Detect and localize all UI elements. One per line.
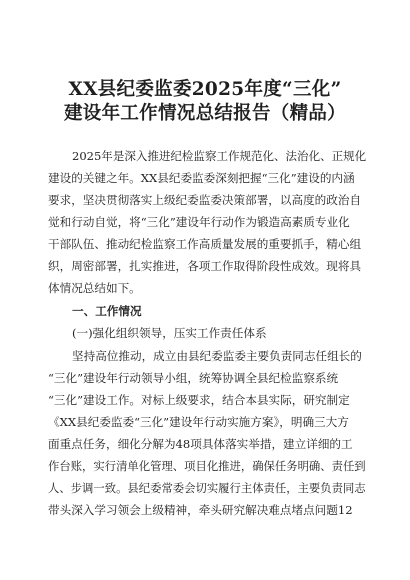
paragraph-line: “三化”建设工作。对标上级要求，结合本县实际，研究制定 (48, 393, 350, 407)
paragraph-line: 建设的关键之年。XX县纪委监委深刻把握“三化”建设的内涵 (48, 171, 355, 185)
paragraph-line: 带头深入学习领会上级精神，牵头研究解决难点堵点问题12 (48, 503, 353, 517)
paragraph-line: 织，周密部署，扎实推进，各项工作取得阶段性成效。现将具 (48, 259, 362, 273)
section-heading: 一、工作情况 (72, 304, 142, 318)
paragraph-line: 坚持高位推动，成立由县纪委监委主要负责同志任组长的 (72, 349, 362, 363)
paragraph-line: 要求，坚决贯彻落实上级纪委监委决策部署，以高度的政治自 (48, 193, 362, 207)
paragraph-line: 作台账，实行清单化管理、项目化推进，确保任务明确、责任到 (48, 459, 366, 473)
paragraph-line: 面重点任务，细化分解为48项具体落实举措，建立详细的工 (48, 437, 353, 451)
paragraph-line: 觉和行动自觉，将“三化”建设年行动作为锻造高素质专业化 (48, 215, 350, 229)
document-title-line-2: 建设年工作情况总结报告（精品） (63, 103, 346, 124)
paragraph-line: 2025年是深入推进纪检监察工作规范化、法治化、正规化 (72, 149, 367, 163)
paragraph-line: 干部队伍、推动纪检监察工作高质量发展的重要抓手，精心组 (48, 237, 362, 251)
paragraph-line: “三化”建设年行动领导小组，统筹协调全县纪检监察系统 (48, 371, 339, 385)
paragraph-line: 《XX县纪委监委“三化”建设年行动实施方案》，明确三大方 (48, 415, 349, 429)
paragraph-line: 体情况总结如下。 (48, 281, 141, 295)
paragraph-line: 人、步调一致。县纪委常委会切实履行主体责任，主要负责同志 (48, 481, 366, 495)
document-title-line-1: XX县纪委监委2025年度“三化” (68, 79, 342, 100)
subsection-heading: (一)强化组织领导，压实工作责任体系 (72, 326, 267, 340)
